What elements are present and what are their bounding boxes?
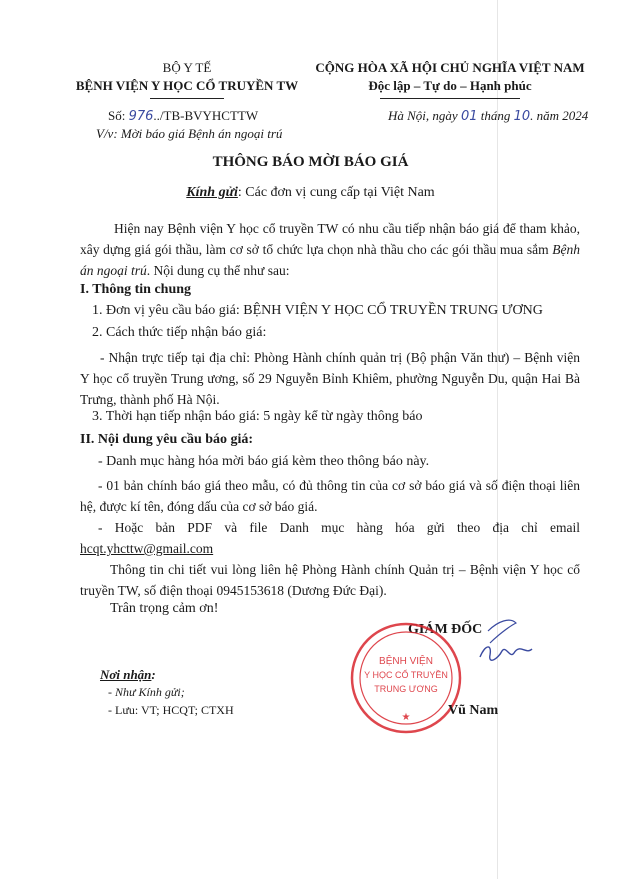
document-number-suffix: ../TB-BVYHCTTW xyxy=(153,108,259,123)
national-title: CỘNG HÒA XÃ HỘI CHỦ NGHĨA VIỆT NAM xyxy=(315,60,585,75)
date-day-handwritten: 01 xyxy=(460,109,478,124)
subject-line: V/v: Mời báo giá Bệnh án ngoại trú xyxy=(96,126,283,141)
contact-paragraph: Thông tin chi tiết vui lòng liên hệ Phòng Hành chính Quản trị – Bệnh viện Y học cổ truyền TW, số điện thoại 0945153618 (Dương Đức Đại). xyxy=(80,562,580,598)
section2-bullet2: - 01 bản chính báo giá theo mẫu, có đủ thông tin của cơ sở báo giá và số điện thoại liên hệ, được kí tên, đóng dấu của cơ sở báo giá. xyxy=(80,478,580,514)
document-number xyxy=(108,108,258,124)
intro-paragraph xyxy=(80,218,580,281)
signer-name: Vũ Nam xyxy=(448,703,499,718)
closing-thanks: Trân trọng cảm ơn! xyxy=(110,601,219,616)
document-title: THÔNG BÁO MỜI BÁO GIÁ xyxy=(212,154,409,170)
recipient-item: - Như Kính gửi; xyxy=(108,685,185,699)
signer-title: GIÁM ĐỐC xyxy=(408,622,483,637)
addressee-label: Kính gửi xyxy=(186,185,238,200)
section2-bullet1: - Danh mục hàng hóa mời báo giá kèm theo thông báo này. xyxy=(98,454,430,469)
issue-date xyxy=(388,108,588,124)
section1-item2: 2. Cách thức tiếp nhận báo giá: xyxy=(92,325,267,340)
intro-tail: . Nội dung cụ thể như sau: xyxy=(146,263,290,278)
recipients-label: Nơi nhận xyxy=(100,667,152,682)
hospital-name: BỆNH VIỆN Y HỌC CỔ TRUYỀN TW xyxy=(75,78,299,93)
date-month-handwritten: 10 xyxy=(513,109,531,124)
stamp-text-line3: TRUNG ƯƠNG xyxy=(374,684,438,694)
handwritten-signature xyxy=(440,615,550,675)
left-header-underline xyxy=(150,98,224,99)
right-header-underline xyxy=(380,98,520,99)
date-mid: tháng xyxy=(477,108,514,123)
stamp-star: ★ xyxy=(401,712,411,723)
recipients-heading xyxy=(100,667,156,683)
page-fold-line xyxy=(497,0,498,879)
intro-text: Hiện nay Bệnh viện Y học cổ truyền TW có nhu cầu tiếp nhận báo giá để tham khảo, xây dựng giá gói thầu, làm cơ sở tổ chức lựa chọn nhà thầu cho các gói thầu mua sắm xyxy=(80,221,580,257)
document-number-prefix: Số: xyxy=(108,108,129,123)
stamp-text-line1: BỆNH VIỆN xyxy=(379,656,433,667)
section1-item1: 1. Đơn vị yêu cầu báo giá: BỆNH VIỆN Y HỌC CỔ TRUYỀN TRUNG ƯƠNG xyxy=(92,303,543,318)
section1-item2-detail: - Nhận trực tiếp tại địa chỉ: Phòng Hành chính quản trị (Bộ phận Văn thư) – Bệnh viện Y học cổ truyền Trung ương, số 29 Nguyễn Bỉnh Khiêm, phường Nguyễn Du, quận Hai Bà Trưng, thành phố Hà Nội. xyxy=(80,350,580,407)
document-number-handwritten: 976 xyxy=(128,109,154,124)
section1-heading: I. Thông tin chung xyxy=(80,282,192,297)
contact-email-link[interactable]: hcqt.yhcttw@gmail.com xyxy=(80,541,214,556)
intro-italic-package: Bệnh án ngoại trú xyxy=(80,242,580,278)
section2-bullet3-text: - Hoặc bản PDF và file Danh mục hàng hóa gửi theo địa chỉ email xyxy=(98,520,580,535)
section1-item3: 3. Thời hạn tiếp nhận báo giá: 5 ngày kể từ ngày thông báo xyxy=(92,409,423,424)
ministry-name: BỘ Y TẾ xyxy=(162,60,212,75)
recipients-colon: : xyxy=(151,667,156,682)
date-suffix: . năm 2024 xyxy=(530,108,589,123)
addressee-line xyxy=(0,185,621,201)
date-prefix: Hà Nội, ngày xyxy=(388,108,461,123)
addressee-text: : Các đơn vị cung cấp tại Việt Nam xyxy=(237,185,435,200)
stamp-text-line2: Y HỌC CỔ TRUYỀN xyxy=(364,670,448,680)
section2-heading: II. Nội dung yêu cầu báo giá: xyxy=(80,432,254,447)
section2-bullet3 xyxy=(80,517,580,559)
national-motto: Độc lập – Tự do – Hạnh phúc xyxy=(368,78,532,93)
recipient-item: - Lưu: VT; HCQT; CTXH xyxy=(108,703,234,717)
